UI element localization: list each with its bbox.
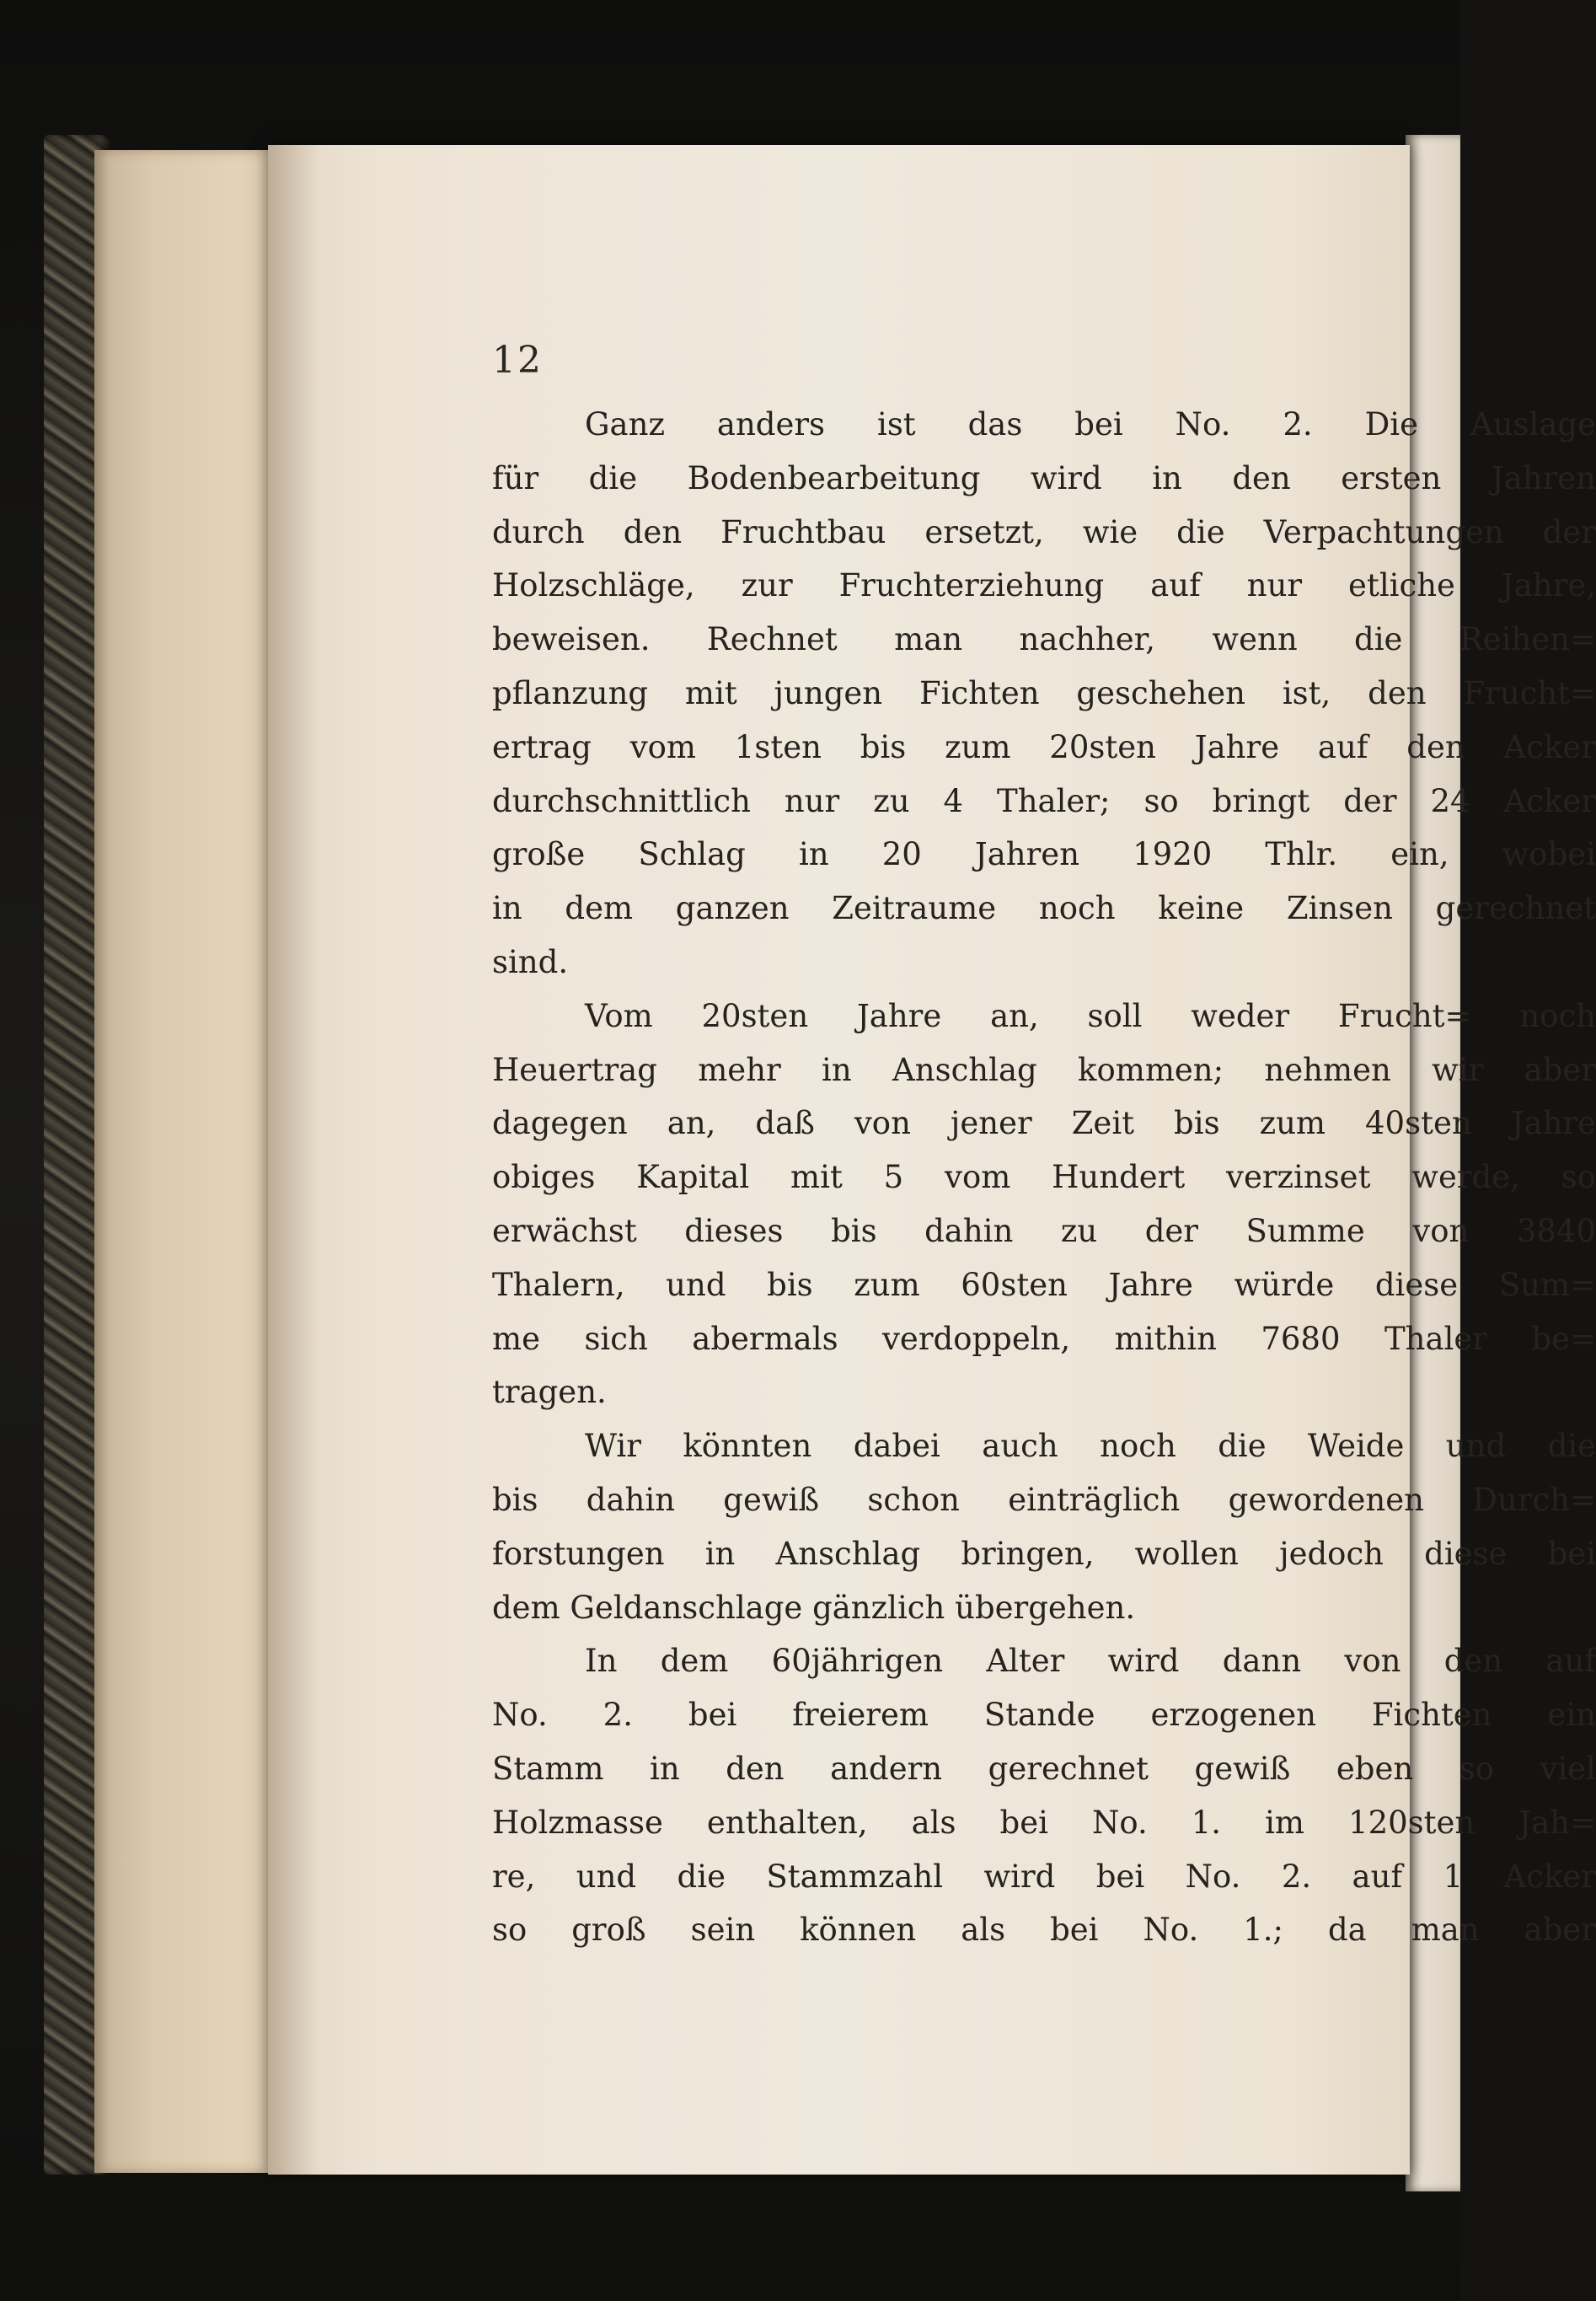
text-line: Vom 20sten Jahre an, soll weder Frucht= noch — [585, 997, 1596, 1034]
page-number: 12 — [492, 339, 543, 382]
text-line: dagegen an, daß von jener Zeit bis zum 40sten Jahre — [492, 1105, 1596, 1142]
text-line: forstungen in Anschlag bringen, wollen jedoch diese bei — [492, 1535, 1596, 1572]
text-line: sind. — [492, 943, 569, 980]
text-line: durchschnittlich nur zu 4 Thaler; so bringt der 24 Acker — [492, 782, 1596, 819]
page-block-edge — [94, 150, 297, 2173]
text-line: Thalern, und bis zum 60sten Jahre würde diese Sum= — [492, 1266, 1596, 1303]
gutter-shadow — [268, 145, 319, 2175]
text-line: dem Geldanschlage gänzlich übergehen. — [492, 1589, 1136, 1626]
text-line: Holzmasse enthalten, als bei No. 1. im 120sten Jah= — [492, 1804, 1596, 1841]
text-line: me sich abermals verdoppeln, mithin 7680 Thaler be= — [492, 1320, 1596, 1357]
text-line: bis dahin gewiß schon einträglich gewordenen Durch= — [492, 1481, 1596, 1518]
text-line: tragen. — [492, 1374, 607, 1411]
text-line: beweisen. Rechnet man nachher, wenn die Reihen= — [492, 621, 1596, 658]
text-line: für die Bodenbearbeitung wird in den ersten Jahren — [492, 459, 1596, 496]
page-text-body — [492, 398, 1596, 1957]
text-line: ertrag vom 1sten bis zum 20sten Jahre auf den Acker — [492, 728, 1596, 765]
printed-page — [268, 145, 1596, 2175]
text-line: erwächst dieses bis dahin zu der Summe von 3840 — [492, 1212, 1596, 1249]
text-line: so groß sein können als bei No. 1.; da man aber — [492, 1912, 1596, 1949]
text-line: durch den Fruchtbau ersetzt, wie die Verpachtungen der — [492, 513, 1596, 550]
text-line: Wir könnten dabei auch noch die Weide und die — [585, 1428, 1596, 1465]
text-line: Ganz anders ist das bei No. 2. Die Auslage — [585, 406, 1596, 442]
text-line: No. 2. bei freierem Stande erzogenen Fichten ein — [492, 1697, 1596, 1734]
text-line: obiges Kapital mit 5 vom Hundert verzinset werde, so — [492, 1159, 1596, 1196]
text-line: Heuertrag mehr in Anschlag kommen; nehmen wir aber — [492, 1051, 1596, 1088]
text-line: re, und die Stammzahl wird bei No. 2. auf 1 Acker — [492, 1858, 1596, 1895]
text-line: Holzschläge, zur Fruchterziehung auf nur etliche Jahre, — [492, 567, 1596, 604]
text-line: Stamm in den andern gerechnet gewiß eben so viel — [492, 1750, 1596, 1787]
text-line: In dem 60jährigen Alter wird dann von den auf — [585, 1643, 1596, 1680]
text-line: in dem ganzen Zeitraume noch keine Zinsen gerechnet — [492, 890, 1596, 927]
text-line: pflanzung mit jungen Fichten geschehen ist, den Frucht= — [492, 674, 1596, 711]
text-line: große Schlag in 20 Jahren 1920 Thlr. ein, wobei — [492, 836, 1596, 873]
